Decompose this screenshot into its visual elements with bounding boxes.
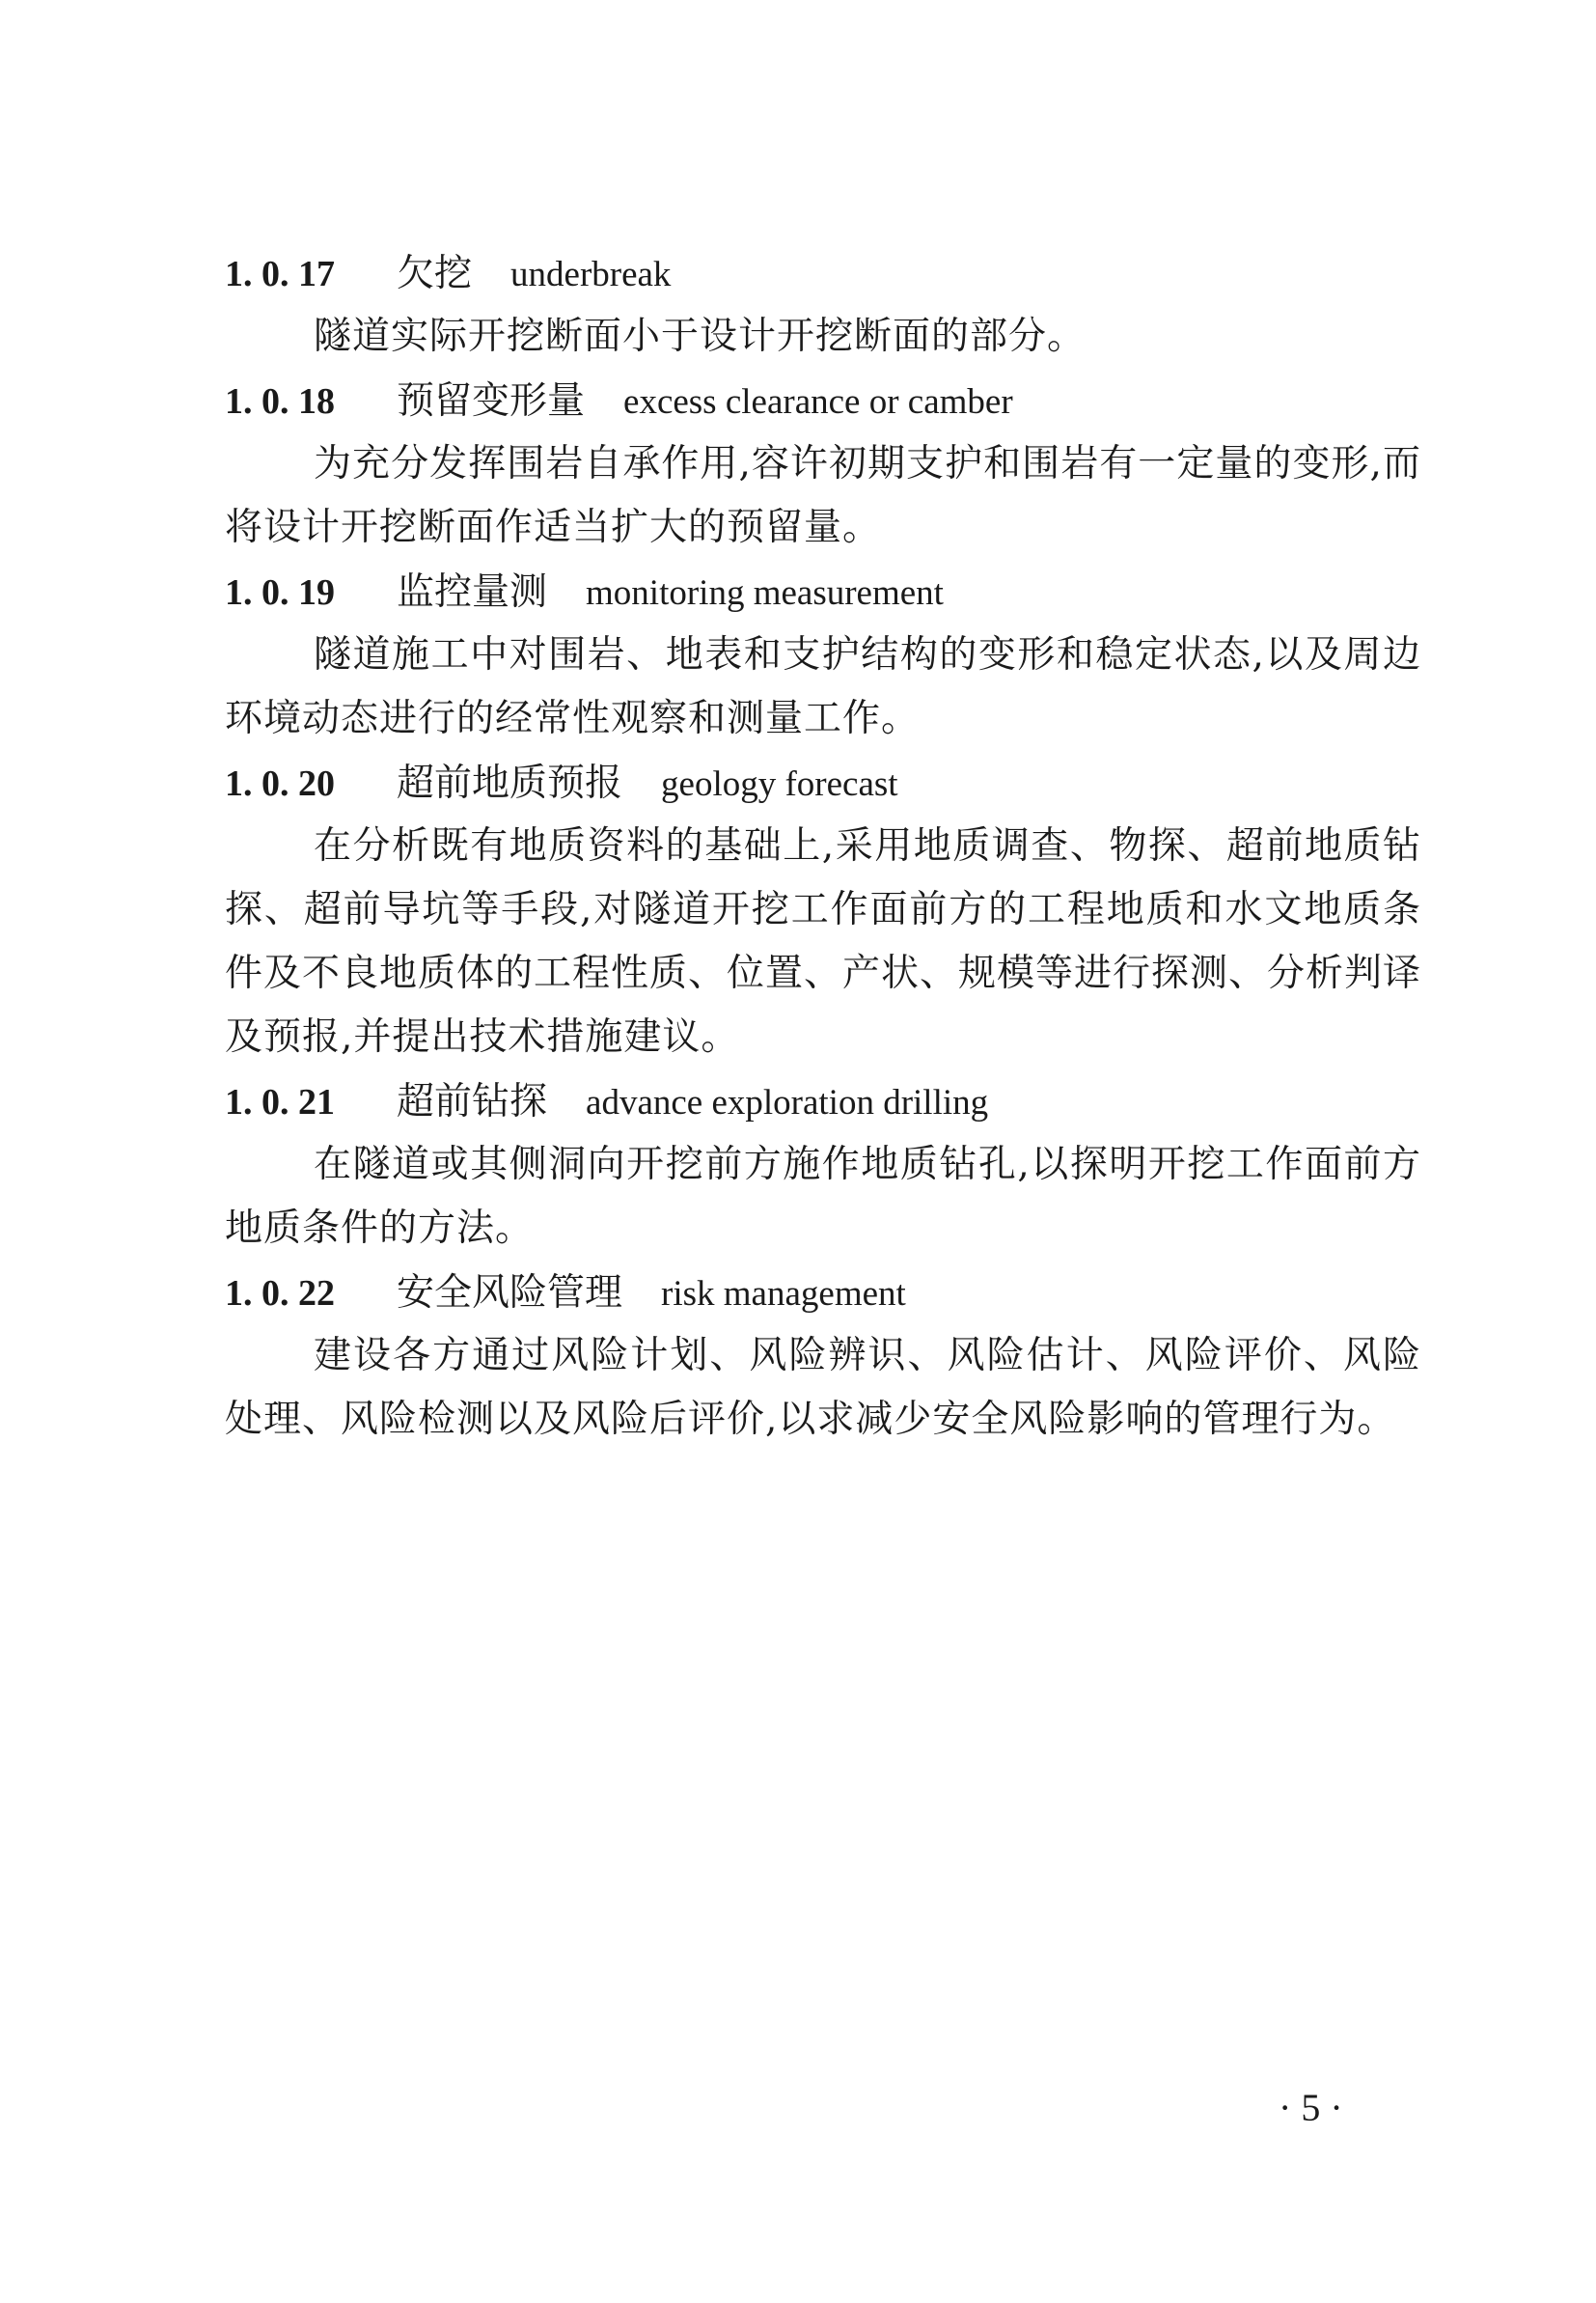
term-entry bbox=[225, 751, 1421, 1069]
term-english: excess clearance or camber bbox=[623, 382, 1013, 422]
term-entry bbox=[225, 369, 1421, 560]
term-definition: 隧道施工中对围岩、地表和支护结构的变形和稳定状态,以及周边环境动态进行的经常性观察和测量工作。 bbox=[225, 633, 1421, 740]
term-definition: 在分析既有地质资料的基础上,采用地质调查、物探、超前地质钻探、超前导坑等手段,对隧道开挖工作面前方的工程地质和水文地质条件及不良地质体的工程性质、位置、产状、规模等进行探测、分析判译及预报,并提出技术措施建议。 bbox=[225, 824, 1422, 1059]
document-body bbox=[225, 241, 1421, 1452]
term-heading bbox=[225, 751, 1421, 815]
term-number: 1. 0. 21 bbox=[225, 1082, 335, 1123]
term-chinese: 超前地质预报 bbox=[397, 762, 623, 805]
term-definition: 为充分发挥围岩自承作用,容许初期支护和围岩有一定量的变形,而将设计开挖断面作适当扩大的预留量。 bbox=[225, 442, 1421, 549]
term-definition: 在隧道或其侧洞向开挖前方施作地质钻孔,以探明开挖工作面前方地质条件的方法。 bbox=[225, 1143, 1421, 1250]
term-definition: 建设各方通过风险计划、风险辨识、风险估计、风险评价、风险处理、风险检测以及风险后评价,以求减少安全风险影响的管理行为。 bbox=[225, 1334, 1421, 1441]
term-number: 1. 0. 19 bbox=[225, 572, 335, 613]
term-heading bbox=[225, 1069, 1421, 1133]
term-number: 1. 0. 18 bbox=[225, 381, 335, 422]
term-number: 1. 0. 22 bbox=[225, 1273, 335, 1314]
page-number: · 5 · bbox=[1279, 2086, 1343, 2129]
term-chinese: 监控量测 bbox=[397, 570, 548, 614]
term-heading bbox=[225, 369, 1421, 432]
term-english: advance exploration drilling bbox=[586, 1083, 989, 1123]
term-entry bbox=[225, 560, 1421, 751]
term-english: monitoring measurement bbox=[586, 573, 944, 613]
term-number: 1. 0. 17 bbox=[225, 254, 335, 294]
term-heading bbox=[225, 1261, 1421, 1324]
term-heading bbox=[225, 241, 1421, 305]
term-chinese: 预留变形量 bbox=[397, 379, 586, 423]
term-entry bbox=[225, 241, 1421, 369]
term-entry bbox=[225, 1069, 1421, 1261]
term-chinese: 欠挖 bbox=[397, 252, 473, 295]
term-english: geology forecast bbox=[661, 764, 898, 804]
term-number: 1. 0. 20 bbox=[225, 763, 335, 804]
term-english: underbreak bbox=[510, 255, 672, 294]
term-chinese: 安全风险管理 bbox=[397, 1271, 623, 1315]
term-definition: 隧道实际开挖断面小于设计开挖断面的部分。 bbox=[314, 315, 1087, 358]
term-chinese: 超前钻探 bbox=[397, 1080, 548, 1124]
term-entry bbox=[225, 1261, 1421, 1452]
term-heading bbox=[225, 560, 1421, 624]
term-english: risk management bbox=[661, 1274, 906, 1314]
